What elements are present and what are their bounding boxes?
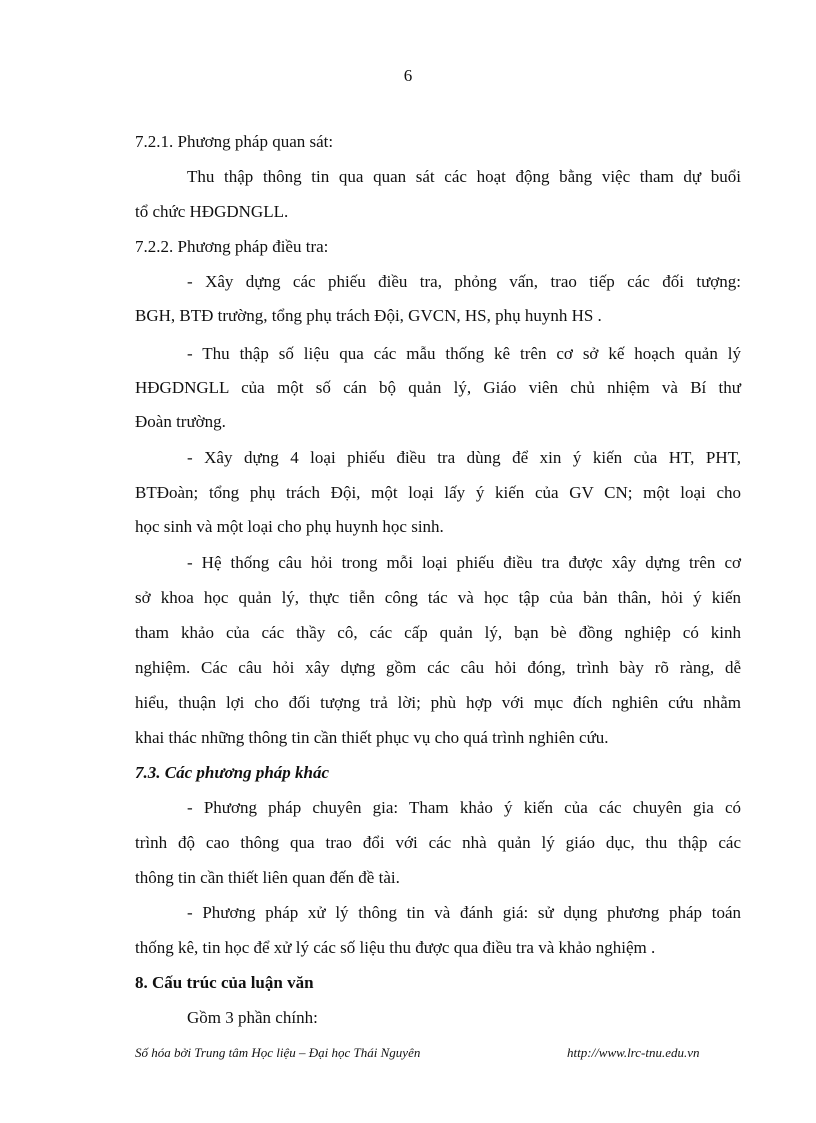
- paragraph-line: - Hệ thống câu hỏi trong mỗi loại phiếu điều tra được xây dựng trên cơ: [187, 553, 741, 572]
- paragraph-line: học sinh và một loại cho phụ huynh học sinh.: [135, 517, 444, 536]
- paragraph-line: trình độ cao thông qua trao đổi với các nhà quản lý giáo dục, thu thập các: [135, 833, 741, 852]
- paragraph-line: BTĐoàn; tổng phụ trách Đội, một loại lấy ý kiến của GV CN; một loại cho: [135, 483, 741, 502]
- paragraph-line: - Xây dựng 4 loại phiếu điều tra dùng để xin ý kiến của HT, PHT,: [187, 448, 741, 467]
- paragraph-line: - Phương pháp chuyên gia: Tham khảo ý kiến của các chuyên gia có: [187, 798, 741, 817]
- paragraph-line: Đoàn trường.: [135, 412, 226, 431]
- paragraph-line: - Xây dựng các phiếu điều tra, phỏng vấn, trao tiếp các đối tượng:: [187, 272, 741, 291]
- paragraph-line: hiểu, thuận lợi cho đối tượng trả lời; phù hợp với mục đích nghiên cứu nhằm: [135, 693, 741, 712]
- paragraph-line: thống kê, tin học để xử lý các số liệu thu được qua điều tra và khảo nghiệm .: [135, 938, 656, 957]
- paragraph-line: khai thác những thông tin cần thiết phục vụ cho quá trình nghiên cứu.: [135, 728, 609, 747]
- section-heading-other-methods: 7.3. Các phương pháp khác: [135, 763, 330, 782]
- paragraph-line: - Phương pháp xử lý thông tin và đánh giá: sử dụng phương pháp toán: [187, 903, 741, 922]
- subheading-survey: 7.2.2. Phương pháp điều tra:: [135, 237, 329, 256]
- paragraph-line: nghiệm. Các câu hỏi xây dựng gồm các câu hỏi đóng, trình bày rõ ràng, dễ: [135, 658, 741, 677]
- paragraph-line: tham khảo của các thầy cô, các cấp quản lý, bạn bè đồng nghiệp có kinh: [135, 623, 741, 642]
- paragraph-line: sở khoa học quản lý, thực tiễn công tác và học tập của bản thân, hỏi ý kiến: [135, 588, 741, 607]
- paragraph-line: thông tin cần thiết liên quan đến đề tài.: [135, 868, 400, 887]
- section-heading-thesis-structure: 8. Cấu trúc của luận văn: [135, 973, 314, 992]
- page-number: 6: [403, 66, 413, 85]
- paragraph-line: Thu thập thông tin qua quan sát các hoạt động bằng việc tham dự buổi: [187, 167, 741, 186]
- paragraph-line: HĐGDNGLL của một số cán bộ quản lý, Giáo viên chủ nhiệm và Bí thư: [135, 378, 741, 397]
- footer-url: http://www.lrc-tnu.edu.vn: [567, 1045, 700, 1060]
- paragraph-line: Gồm 3 phần chính:: [187, 1008, 318, 1027]
- subheading-observation: 7.2.1. Phương pháp quan sát:: [135, 132, 334, 151]
- footer-source: Số hóa bởi Trung tâm Học liệu – Đại học Thái Nguyên: [135, 1045, 421, 1060]
- paragraph-line: BGH, BTĐ trường, tổng phụ trách Đội, GVCN, HS, phụ huynh HS .: [135, 306, 602, 325]
- paragraph-line: - Thu thập số liệu qua các mẫu thống kê trên cơ sở kế hoạch quản lý: [187, 344, 741, 363]
- paragraph-line: tổ chức HĐGDNGLL.: [135, 202, 289, 221]
